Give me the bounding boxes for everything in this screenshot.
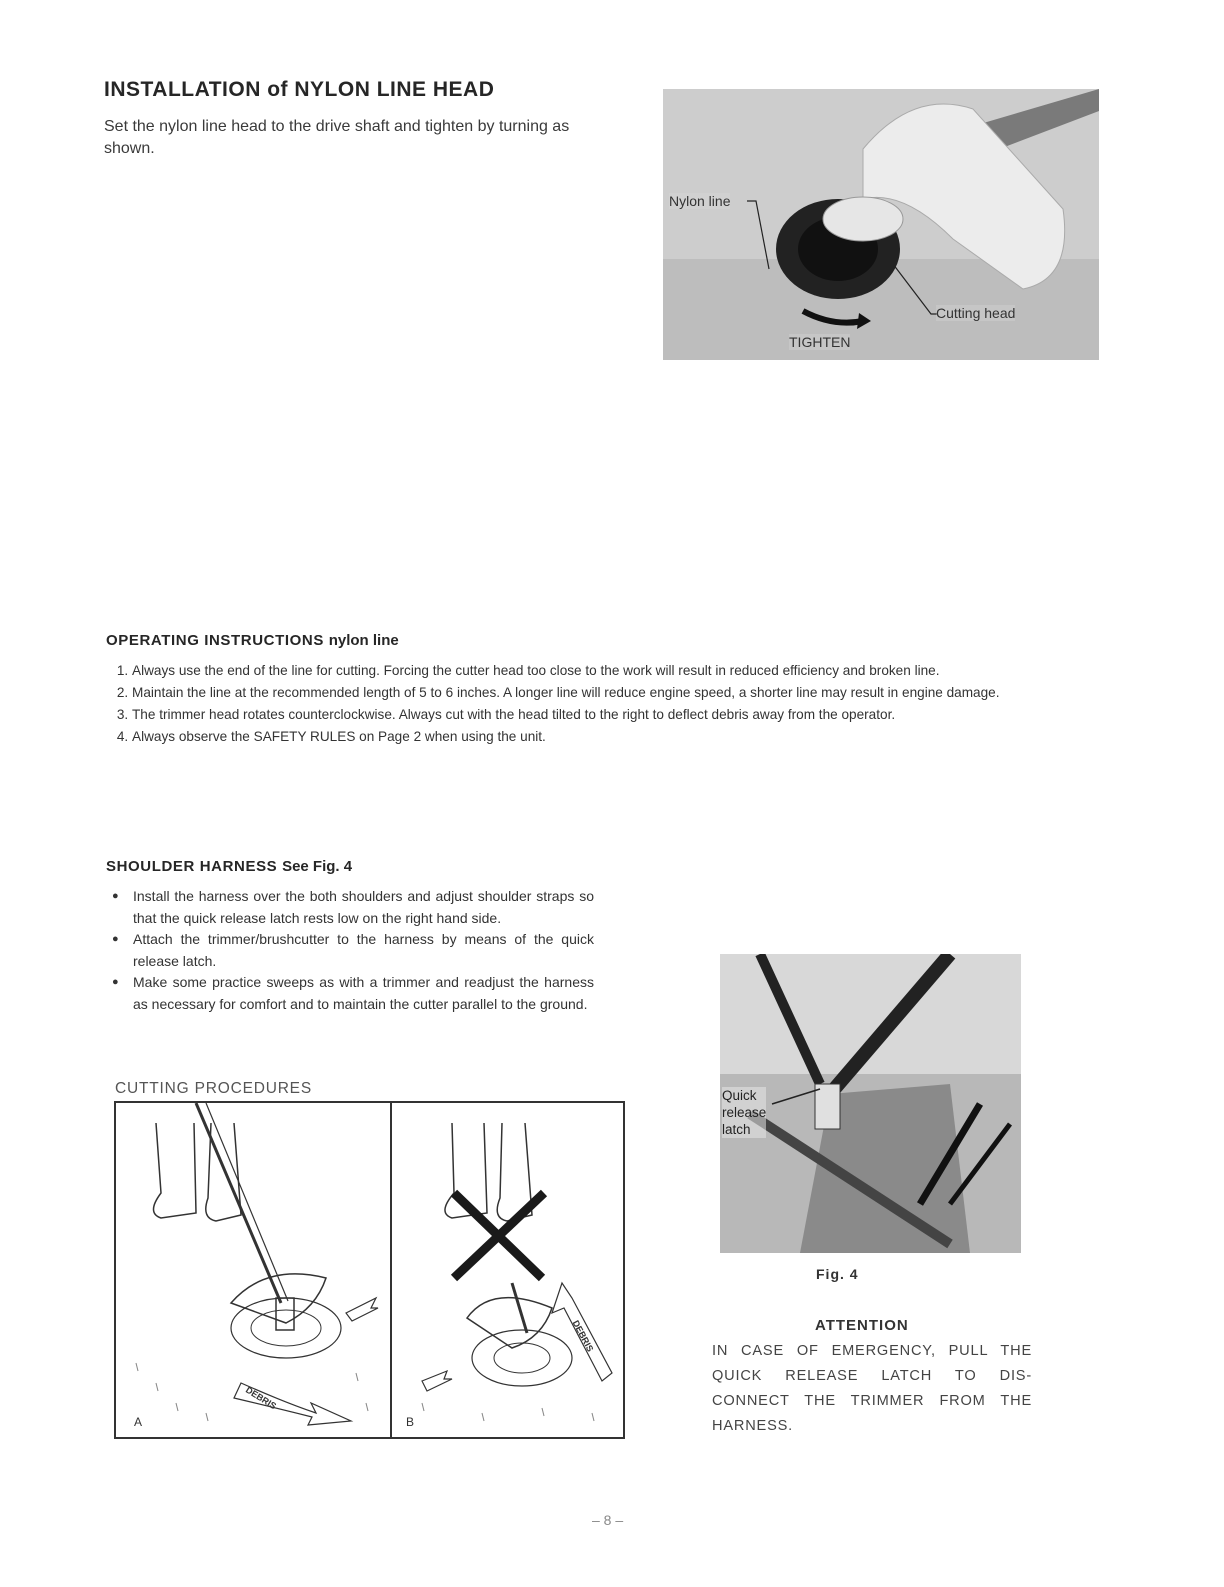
cutting-procedures-figure (114, 1101, 625, 1439)
attention-title: ATTENTION (815, 1317, 909, 1334)
operating-instructions-subtitle: nylon line (328, 632, 399, 649)
debris-label-a: DEBRIS (243, 1384, 279, 1412)
nylon-line-head-illustration (663, 89, 1099, 360)
nylon-line-label: Nylon line (669, 193, 731, 209)
list-item: ● Attach the trimmer/brushcutter to the harness by means of the quick release latch. (112, 929, 594, 972)
shoulder-harness-heading (106, 858, 352, 875)
debris-label-b: DEBRIS (570, 1318, 596, 1354)
page-number: – 8 – (592, 1512, 624, 1528)
nylon-line-head-photo (663, 89, 1099, 360)
list-item: ● Install the harness over the both shoulders and adjust shoulder straps so that the quick release latch rests low on the right hand side. (112, 886, 594, 929)
tighten-label: TIGHTEN (789, 334, 851, 350)
list-item: 1. Always use the end of the line for cutting. Forcing the cutter head too close to the work will result in reduced efficiency and broken line. (132, 660, 1158, 682)
list-item: 4. Always observe the SAFETY RULES on Page 2 when using the unit. (132, 726, 1158, 748)
operating-instructions-title: OPERATING INSTRUCTIONS (106, 632, 324, 649)
installation-title: INSTALLATION of NYLON LINE HEAD (104, 78, 495, 101)
panel-b-label: B (406, 1415, 415, 1429)
cutting-procedures-title: CUTTING PROCEDURES (115, 1080, 312, 1097)
operating-instructions-heading (106, 632, 399, 649)
list-item: ● Make some practice sweeps as with a trimmer and readjust the harness as necessary for comfort and to maintain the cutter parallel to the ground. (112, 972, 594, 1015)
cutting-panel-b-illustration (392, 1103, 623, 1437)
list-item: 2. Maintain the line at the recommended length of 5 to 6 inches. A longer line will reduce engine speed, a shorter line may result in engine damage. (132, 682, 1158, 704)
shoulder-harness-subtitle: See Fig. 4 (282, 858, 353, 875)
harness-photo (720, 954, 1021, 1253)
shoulder-harness-title: SHOULDER HARNESS (106, 858, 278, 875)
panel-a-label: A (134, 1415, 143, 1429)
quick-release-latch-label: Quick release latch (722, 1088, 767, 1137)
shoulder-harness-list (112, 886, 594, 1015)
cutting-head-label: Cutting head (936, 305, 1016, 321)
installation-text: Set the nylon line head to the drive shaft and tighten by turning as shown. (104, 118, 570, 157)
attention-text: IN CASE OF EMERGENCY, PULL THE QUICK RELEASE LATCH TO DIS-CONNECT THE TRIMMER FROM THE HARNESS. (712, 1343, 1032, 1434)
figure-caption: Fig. 4 (816, 1266, 859, 1282)
list-item: 3. The trimmer head rotates counterclockwise. Always cut with the head tilted to the right to deflect debris away from the operator. (132, 704, 1158, 726)
operating-instructions-list (104, 660, 1158, 748)
